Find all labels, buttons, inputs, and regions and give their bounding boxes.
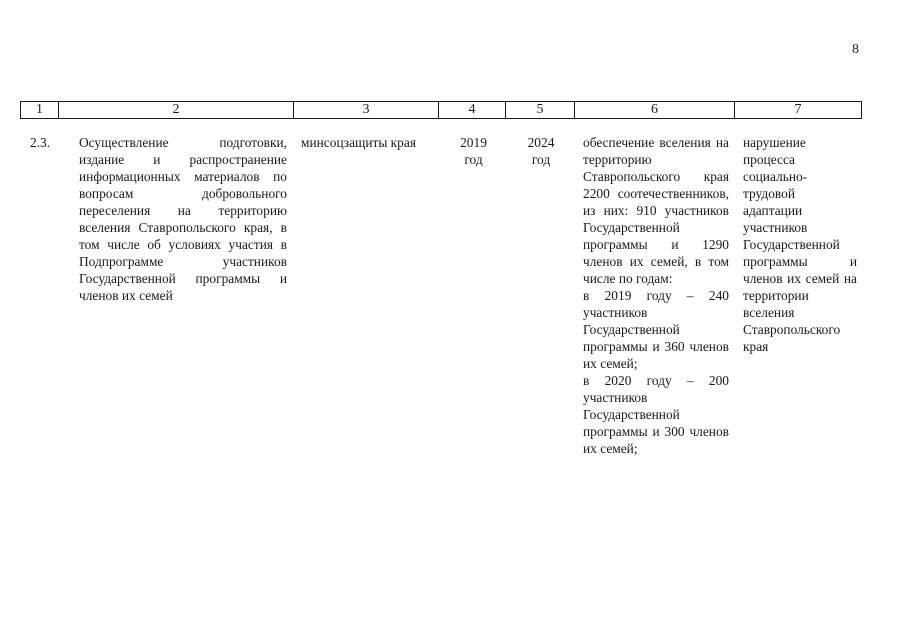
column-header-4: 4: [439, 102, 506, 118]
column-header-1: 1: [21, 102, 59, 118]
page-number: 8: [852, 42, 859, 57]
column-header-3: 3: [294, 102, 439, 118]
end-year-value: 2024: [527, 135, 555, 150]
executor: минсоцзащиты края: [301, 135, 416, 150]
start-year-unit: год: [464, 152, 483, 167]
measure-description: Осуществление подготовки, издание и распространение информационных материалов по вопросам добровольного переселения на территорию вселения Ставропольского края, в том числе об условиях участия в Подпрограмме участников Государственной программы и членов их семей: [79, 135, 287, 303]
column-header-7: 7: [794, 102, 802, 117]
expected-result-paragraph: в 2019 году – 240 участников Государственной программы и 360 членов их семей;: [583, 288, 729, 371]
end-year: [522, 134, 560, 168]
expected-result: [583, 134, 729, 457]
expected-result-paragraph: в 2020 году – 200 участников Государственной программы и 300 членов их семей;: [583, 373, 729, 456]
column-header-6: 6: [575, 102, 735, 118]
consequences: нарушение процесса социально-трудовой адаптации участников Государственной программы и членов их семей на территории вселения Ставропольского края: [743, 135, 857, 354]
column-header-2: 2: [59, 102, 294, 118]
expected-result-paragraph: обеспечение вселения на территорию Ставропольского края 2200 соотечественников, из них: 910 участников Государственной программы и 1290 членов их семей, в том числе по годам:: [583, 135, 729, 286]
start-year: [455, 134, 492, 168]
end-year-unit: год: [531, 152, 551, 167]
start-year-value: 2019: [460, 135, 487, 150]
table-header-row: [20, 101, 862, 119]
column-header-5: 5: [506, 102, 575, 118]
row-number: 2.3.: [30, 135, 51, 150]
